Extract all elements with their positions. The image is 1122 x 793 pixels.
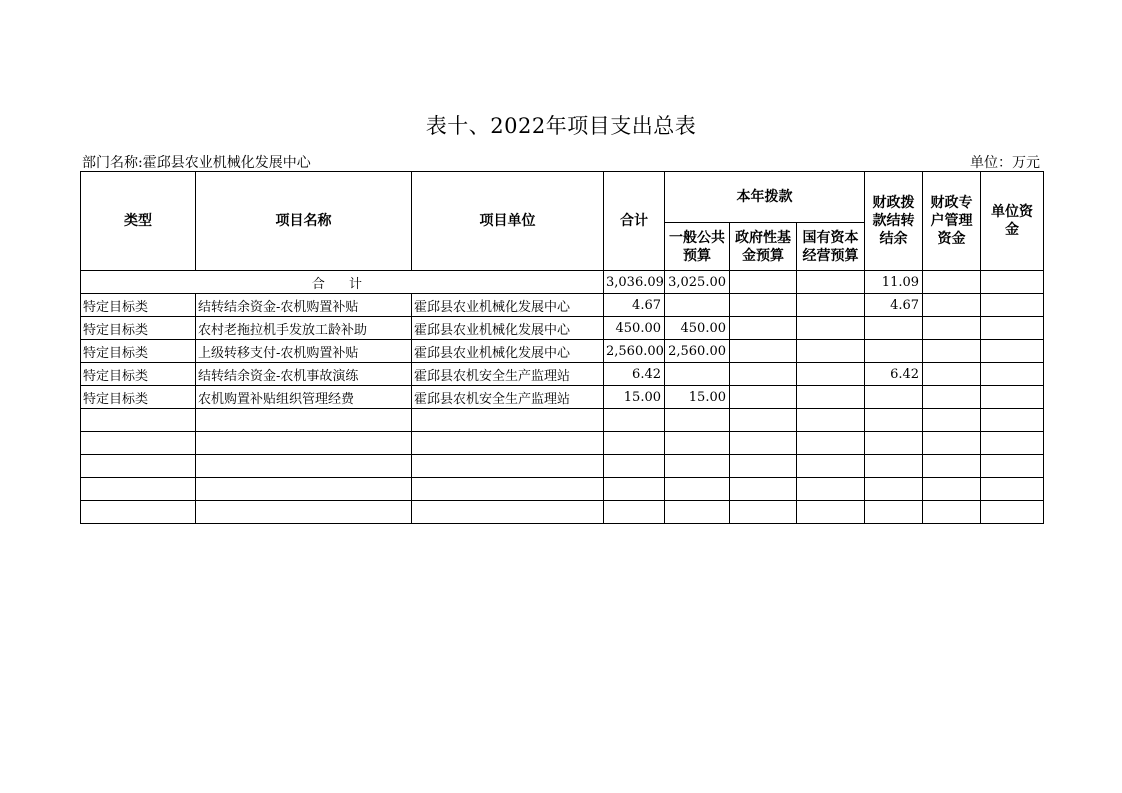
table-row [81, 340, 1044, 363]
table-row [81, 363, 1044, 386]
cell-special [923, 363, 981, 386]
cell-unit-funds [981, 386, 1044, 409]
cell-general [665, 294, 730, 317]
total-gov-fund [730, 271, 797, 294]
cell-type: 特定目标类 [81, 317, 196, 340]
cell-project-name: 结转结余资金-农机事故演练 [196, 363, 412, 386]
header-type: 类型 [81, 172, 196, 271]
cell-gov-fund [730, 294, 797, 317]
cell-carryover [865, 386, 923, 409]
cell-project-name: 农村老拖拉机手发放工龄补助 [196, 317, 412, 340]
cell-project-unit: 霍邱县农业机械化发展中心 [412, 340, 604, 363]
header-general-budget: 一般公共预算 [665, 223, 730, 271]
cell-general: 15.00 [665, 386, 730, 409]
cell-unit-funds [981, 340, 1044, 363]
header-current-year: 本年拨款 [665, 172, 865, 223]
cell-unit-funds [981, 317, 1044, 340]
cell-carryover: 4.67 [865, 294, 923, 317]
cell-type: 特定目标类 [81, 340, 196, 363]
header-gov-fund: 政府性基金预算 [730, 223, 797, 271]
cell-project-unit: 霍邱县农机安全生产监理站 [412, 363, 604, 386]
header-row-1 [81, 172, 1044, 223]
header-unit-funds: 单位资金 [981, 172, 1044, 271]
header-fiscal-special: 财政专户管理资金 [923, 172, 981, 271]
cell-carryover: 6.42 [865, 363, 923, 386]
empty-row [81, 455, 1044, 478]
cell-state-capital [797, 363, 865, 386]
project-expenditure-table [80, 171, 1044, 524]
total-state-capital [797, 271, 865, 294]
table-row [81, 386, 1044, 409]
cell-total: 4.67 [604, 294, 665, 317]
cell-state-capital [797, 294, 865, 317]
cell-carryover [865, 317, 923, 340]
empty-row [81, 478, 1044, 501]
header-project-name: 项目名称 [196, 172, 412, 271]
total-special [923, 271, 981, 294]
cell-state-capital [797, 340, 865, 363]
cell-general: 450.00 [665, 317, 730, 340]
total-unit-funds [981, 271, 1044, 294]
empty-row [81, 501, 1044, 524]
cell-gov-fund [730, 317, 797, 340]
cell-special [923, 386, 981, 409]
total-general: 3,025.00 [665, 271, 730, 294]
cell-special [923, 294, 981, 317]
department-name: 部门名称:霍邱县农业机械化发展中心 [82, 155, 311, 171]
cell-project-unit: 霍邱县农机安全生产监理站 [412, 386, 604, 409]
page-title: 表十、2022年项目支出总表 [425, 114, 697, 138]
cell-total: 6.42 [604, 363, 665, 386]
cell-type: 特定目标类 [81, 294, 196, 317]
cell-project-name: 农机购置补贴组织管理经费 [196, 386, 412, 409]
cell-gov-fund [730, 363, 797, 386]
cell-project-name: 结转结余资金-农机购置补贴 [196, 294, 412, 317]
cell-total: 450.00 [604, 317, 665, 340]
header-total: 合计 [604, 172, 665, 271]
table-row [81, 317, 1044, 340]
cell-type: 特定目标类 [81, 363, 196, 386]
header-state-capital: 国有资本经营预算 [797, 223, 865, 271]
total-carryover: 11.09 [865, 271, 923, 294]
header-fiscal-carryover: 财政拨款结转结余 [865, 172, 923, 271]
total-row [81, 271, 1044, 294]
cell-unit-funds [981, 363, 1044, 386]
cell-gov-fund [730, 386, 797, 409]
cell-state-capital [797, 317, 865, 340]
total-label: 合 计 [81, 271, 604, 294]
cell-project-unit: 霍邱县农业机械化发展中心 [412, 294, 604, 317]
cell-unit-funds [981, 294, 1044, 317]
cell-gov-fund [730, 340, 797, 363]
unit-label: 单位：万元 [970, 155, 1040, 171]
cell-special [923, 317, 981, 340]
cell-project-unit: 霍邱县农业机械化发展中心 [412, 317, 604, 340]
cell-type: 特定目标类 [81, 386, 196, 409]
header-project-unit: 项目单位 [412, 172, 604, 271]
cell-special [923, 340, 981, 363]
cell-general [665, 363, 730, 386]
cell-project-name: 上级转移支付-农机购置补贴 [196, 340, 412, 363]
cell-carryover [865, 340, 923, 363]
total-total: 3,036.09 [604, 271, 665, 294]
cell-state-capital [797, 386, 865, 409]
cell-total: 15.00 [604, 386, 665, 409]
cell-general: 2,560.00 [665, 340, 730, 363]
empty-row [81, 432, 1044, 455]
cell-total: 2,560.00 [604, 340, 665, 363]
table-row [81, 294, 1044, 317]
empty-row [81, 409, 1044, 432]
